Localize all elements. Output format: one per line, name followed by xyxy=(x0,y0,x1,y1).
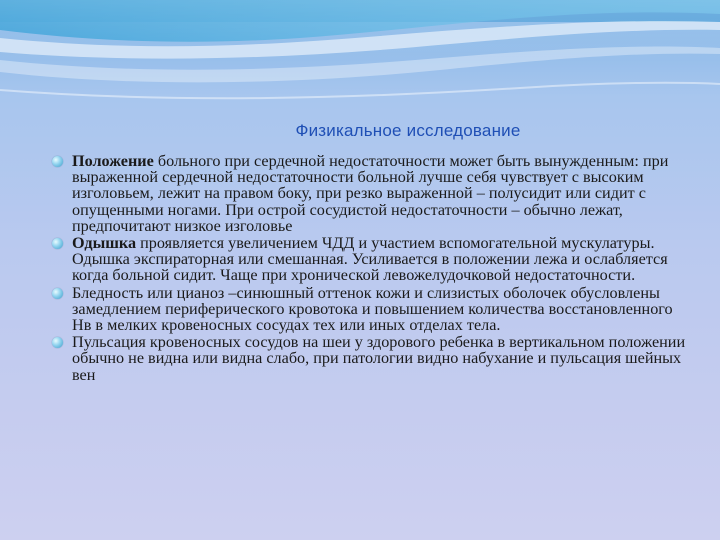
bullet-dot-icon xyxy=(52,288,63,299)
bullet-keyword: Одышка xyxy=(72,234,137,253)
bullet-text: Бледность или цианоз –синюшный оттенок кожи и слизистых оболочек обусловлены замедлением периферического кровотока и повышением количества восстановленного Hв в мелких кровеносных сосудах тех или иных отделах тела. xyxy=(72,283,673,335)
bullet-dot-icon xyxy=(52,156,63,167)
bullet-dot-icon xyxy=(52,238,63,249)
list-item xyxy=(52,153,692,234)
bullet-keyword: Положение xyxy=(72,152,154,170)
bullet-dot-icon xyxy=(52,337,63,348)
bullet-list xyxy=(52,153,692,384)
bullet-text: Пульсация кровеносных сосудов на шеи у здорового ребенка в вертикальном положении обычно не видна или видна слабо, при патологии видно набухание и пульсация шейных вен xyxy=(72,333,686,384)
list-item xyxy=(52,285,692,334)
slide-title: Физикальное исследование xyxy=(295,121,521,140)
bullet-text: проявляется увеличением ЧДД и участием вспомогательной мускулатуры. Одышка экспираторная или смешанная. Усиливается в положении лежа и ослабляется когда больной сидит. Чаще при хронической левожелудочковой недостаточности. xyxy=(72,234,668,285)
wave-decoration xyxy=(0,0,720,130)
list-item xyxy=(52,235,692,284)
list-item xyxy=(52,334,692,383)
bullet-text: больного при сердечной недостаточности может быть вынужденным: при выраженной сердечной недостаточности больной лучше себя чувствует с высоким изголовьем, лежит на правом боку, при резко выраженной – полусидит или сидит с опущенными ногами. При острой сосудистой недостаточности – обычно лежат, предпочитают низкое изголовье xyxy=(72,152,669,235)
